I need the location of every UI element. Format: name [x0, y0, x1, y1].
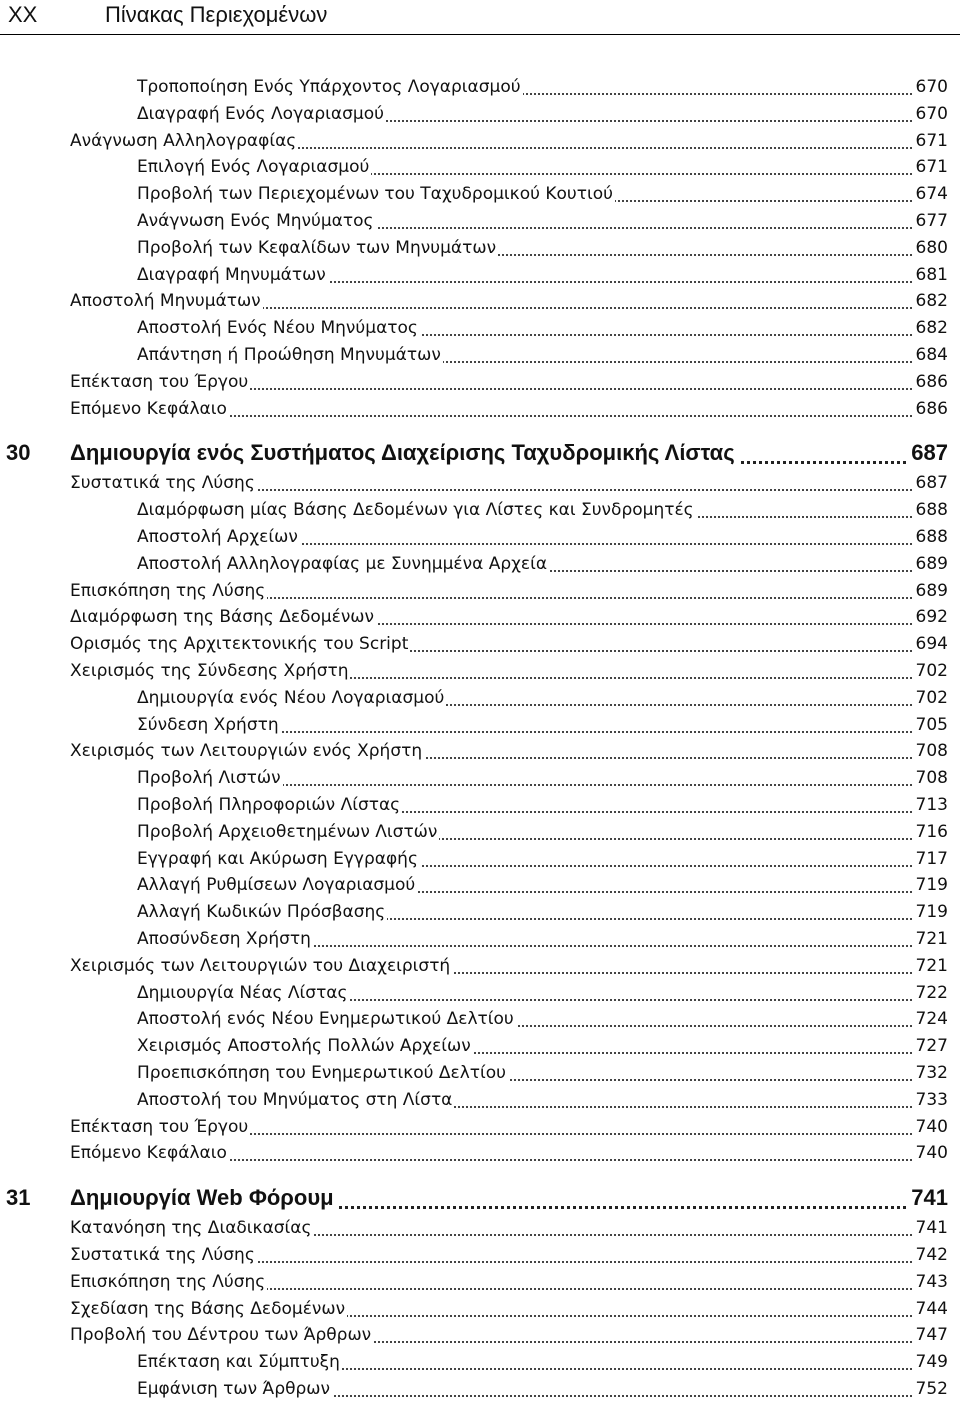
toc-entry[interactable]: [0, 470, 960, 496]
toc-entry[interactable]: [0, 342, 960, 368]
toc-entry-title: Επιλογή Ενός Λογαριασμού: [137, 154, 371, 180]
toc-entry[interactable]: [0, 396, 960, 422]
toc-entry-title: Προεπισκόπηση του Ενημερωτικού Δελτίου: [137, 1060, 508, 1086]
toc-entry[interactable]: [0, 953, 960, 979]
toc-entry-title: Επόμενο Κεφάλαιο: [70, 396, 229, 422]
toc-entry-page: 743: [914, 1269, 948, 1295]
toc-entry[interactable]: [0, 235, 960, 261]
toc-entry-page: 740: [914, 1114, 948, 1140]
toc-entry[interactable]: [0, 1087, 960, 1113]
running-title: Πίνακας Περιεχομένων: [105, 2, 328, 27]
toc-entry[interactable]: [0, 524, 960, 550]
toc-entry[interactable]: [0, 604, 960, 630]
toc-entry-title: Διαγραφή Μηνυμάτων: [137, 262, 328, 288]
toc-entry-title: Προβολή του Δέντρου των Άρθρων: [70, 1322, 373, 1348]
toc-entry-page: 694: [914, 631, 948, 657]
toc-entry-title: Επόμενο Κεφάλαιο: [70, 1140, 229, 1166]
toc-entry[interactable]: [0, 899, 960, 925]
toc-entry-title: Προβολή Πληροφοριών Λίστας: [137, 792, 402, 818]
toc-entry-page: 719: [914, 899, 948, 925]
toc-entry-title: Απάντηση ή Προώθηση Μηνυμάτων: [137, 342, 443, 368]
toc-entry-page: 686: [914, 369, 948, 395]
toc-entry-title: Εμφάνιση των Άρθρων: [137, 1376, 332, 1402]
toc-entry[interactable]: [0, 315, 960, 341]
toc-entry[interactable]: [0, 1033, 960, 1059]
chapter-number: 31: [6, 1185, 31, 1211]
chapter-page: 741: [908, 1181, 948, 1215]
toc-entry-page: 674: [914, 181, 948, 207]
toc-entry-page: 688: [914, 524, 948, 550]
chapter-title: Δημιουργία ενός Συστήματος Διαχείρισης Ταχυδρομικής Λίστας: [70, 436, 738, 470]
toc-entry-title: Σύνδεση Χρήστη: [137, 712, 281, 738]
toc-entry-title: Επέκταση του Έργου: [70, 369, 250, 395]
toc-entry[interactable]: [0, 1269, 960, 1295]
toc-entry-title: Συστατικά της Λύσης: [70, 1242, 257, 1268]
toc-entry-title: Χειρισμός Αποστολής Πολλών Αρχείων: [137, 1033, 473, 1059]
toc-entry-title: Αποσύνδεση Χρήστη: [137, 926, 313, 952]
chapter-title: Δημιουργία Web Φόρουμ: [70, 1181, 337, 1215]
toc-entry-title: Αποστολή του Μηνύματος στη Λίστα: [137, 1087, 454, 1113]
toc-entry[interactable]: [0, 819, 960, 845]
toc-entry-title: Κατανόηση της Διαδικασίας: [70, 1215, 314, 1241]
toc-entry-page: 724: [914, 1006, 948, 1032]
toc-entry-title: Προβολή Λιστών: [137, 765, 283, 791]
toc-entry[interactable]: [0, 926, 960, 952]
toc-entry-title: Διαμόρφωση μίας Βάσης Δεδομένων για Λίστες και Συνδρομητές: [137, 497, 696, 523]
toc-entry-title: Χειρισμός της Σύνδεσης Χρήστη: [70, 658, 350, 684]
toc-entry-page: 702: [914, 658, 948, 684]
toc-entry-page: 688: [914, 497, 948, 523]
toc-entry-title: Επέκταση του Έργου: [70, 1114, 250, 1140]
toc-entry[interactable]: [0, 1322, 960, 1348]
toc-entry-title: Προβολή των Περιεχομένων του Ταχυδρομικού Κουτιού: [137, 181, 615, 207]
toc-entry-page: 747: [914, 1322, 948, 1348]
toc-entry-page: 682: [914, 288, 948, 314]
toc-entry-page: 740: [914, 1140, 948, 1166]
toc-entry[interactable]: [0, 872, 960, 898]
toc-entry-title: Αποστολή Αλληλογραφίας με Συνημμένα Αρχεία: [137, 551, 549, 577]
toc-entry[interactable]: [0, 658, 960, 684]
toc-entry-title: Αλλαγή Ρυθμίσεων Λογαριασμού: [137, 872, 417, 898]
toc-entry-page: 708: [914, 738, 948, 764]
toc-entry[interactable]: [0, 631, 960, 657]
toc-entry-page: 670: [914, 74, 948, 100]
toc-entry-page: 671: [914, 154, 948, 180]
toc-entry[interactable]: [0, 1242, 960, 1268]
toc-entry-page: 749: [914, 1349, 948, 1375]
page-number: XX: [8, 2, 38, 27]
toc-entry-title: Αποστολή ενός Νέου Ενημερωτικού Δελτίου: [137, 1006, 516, 1032]
toc-entry-title: Αποστολή Ενός Νέου Μηνύματος: [137, 315, 420, 341]
toc-entry-page: 721: [914, 926, 948, 952]
toc-entry[interactable]: [0, 497, 960, 523]
toc-entry-page: 721: [914, 953, 948, 979]
chapter-page: 687: [908, 436, 948, 470]
toc-entry[interactable]: [0, 1060, 960, 1086]
toc-entry-page: 744: [914, 1296, 948, 1322]
toc-entry-title: Ορισμός της Αρχιτεκτονικής του Script: [70, 631, 410, 657]
toc-entry-page: 681: [914, 262, 948, 288]
toc-entry-page: 677: [914, 208, 948, 234]
toc-entry-page: 670: [914, 101, 948, 127]
toc-entry-title: Αποστολή Μηνυμάτων: [70, 288, 263, 314]
toc-entry[interactable]: [0, 1215, 960, 1241]
toc-entry-title: Επέκταση και Σύμπτυξη: [137, 1349, 342, 1375]
toc-entry[interactable]: [0, 1296, 960, 1322]
toc-entry-title: Σχεδίαση της Βάσης Δεδομένων: [70, 1296, 347, 1322]
toc-entry-title: Δημιουργία ενός Νέου Λογαριασμού: [137, 685, 446, 711]
chapter-heading[interactable]: [0, 436, 960, 470]
toc-entry-title: Διαμόρφωση της Βάσης Δεδομένων: [70, 604, 376, 630]
toc-entry[interactable]: [0, 1140, 960, 1166]
toc-entry[interactable]: [0, 712, 960, 738]
toc-entry-title: Διαγραφή Ενός Λογαριασμού: [137, 101, 386, 127]
toc-entry[interactable]: [0, 1006, 960, 1032]
toc-entry[interactable]: [0, 208, 960, 234]
toc-entry[interactable]: [0, 765, 960, 791]
toc-entry-page: 684: [914, 342, 948, 368]
toc-entry-page: 689: [914, 578, 948, 604]
toc-entry-title: Προβολή των Κεφαλίδων των Μηνυμάτων: [137, 235, 498, 261]
toc-entry[interactable]: [0, 1376, 960, 1402]
toc-entry-page: 717: [914, 846, 948, 872]
toc-entry-page: 680: [914, 235, 948, 261]
toc-entry-page: 752: [914, 1376, 948, 1402]
toc-entry-title: Εγγραφή και Ακύρωση Εγγραφής: [137, 846, 420, 872]
toc-entry-page: 705: [914, 712, 948, 738]
toc-entry[interactable]: [0, 101, 960, 127]
toc-entry-title: Ανάγνωση Ενός Μηνύματος: [137, 208, 376, 234]
toc-entry[interactable]: [0, 685, 960, 711]
toc-entry-page: 692: [914, 604, 948, 630]
toc-entry-title: Επισκόπηση της Λύσης: [70, 1269, 267, 1295]
toc-entry-page: 742: [914, 1242, 948, 1268]
toc-entry-page: 741: [914, 1215, 948, 1241]
toc-entry-title: Ανάγνωση Αλληλογραφίας: [70, 128, 298, 154]
toc-entry[interactable]: [0, 738, 960, 764]
toc-entry-page: 689: [914, 551, 948, 577]
toc-entry-title: Επισκόπηση της Λύσης: [70, 578, 267, 604]
page-header: [0, 0, 960, 36]
toc-entry[interactable]: [0, 792, 960, 818]
toc-entry-page: 716: [914, 819, 948, 845]
toc-entry[interactable]: [0, 262, 960, 288]
toc-entry-page: 687: [914, 470, 948, 496]
toc-entry[interactable]: [0, 551, 960, 577]
toc-entry-page: 682: [914, 315, 948, 341]
toc-entry-page: 732: [914, 1060, 948, 1086]
toc-entry[interactable]: [0, 578, 960, 604]
toc-entry-page: 708: [914, 765, 948, 791]
toc-entry[interactable]: [0, 74, 960, 100]
toc-entry[interactable]: [0, 980, 960, 1006]
toc-entry-page: 713: [914, 792, 948, 818]
toc-entry-title: Τροποποίηση Ενός Υπάρχοντος Λογαριασμού: [137, 74, 523, 100]
toc-entry-page: 671: [914, 128, 948, 154]
toc-entry-page: 702: [914, 685, 948, 711]
toc-entry-title: Αποστολή Αρχείων: [137, 524, 300, 550]
toc-entry[interactable]: [0, 846, 960, 872]
toc-entry[interactable]: [0, 369, 960, 395]
chapter-heading[interactable]: [0, 1181, 960, 1215]
toc-entry[interactable]: [0, 1349, 960, 1375]
toc-entry-page: 727: [914, 1033, 948, 1059]
toc-entry-title: Χειρισμός των Λειτουργιών του Διαχειριστή: [70, 953, 452, 979]
toc-entry-page: 722: [914, 980, 948, 1006]
toc-entry[interactable]: [0, 1114, 960, 1140]
toc-entry[interactable]: [0, 128, 960, 154]
header-rule: [0, 34, 960, 35]
toc-entry-page: 686: [914, 396, 948, 422]
toc-entry[interactable]: [0, 154, 960, 180]
chapter-number: 30: [6, 440, 31, 466]
toc-entry-page: 733: [914, 1087, 948, 1113]
toc-entry-title: Συστατικά της Λύσης: [70, 470, 257, 496]
toc-entry-title: Προβολή Αρχειοθετημένων Λιστών: [137, 819, 439, 845]
toc-entry-title: Δημιουργία Νέας Λίστας: [137, 980, 350, 1006]
toc-entry-page: 719: [914, 872, 948, 898]
toc-entry[interactable]: [0, 288, 960, 314]
toc-entry[interactable]: [0, 181, 960, 207]
toc-entry-title: Αλλαγή Κωδικών Πρόσβασης: [137, 899, 387, 925]
toc-entry-title: Χειρισμός των Λειτουργιών ενός Χρήστη: [70, 738, 424, 764]
